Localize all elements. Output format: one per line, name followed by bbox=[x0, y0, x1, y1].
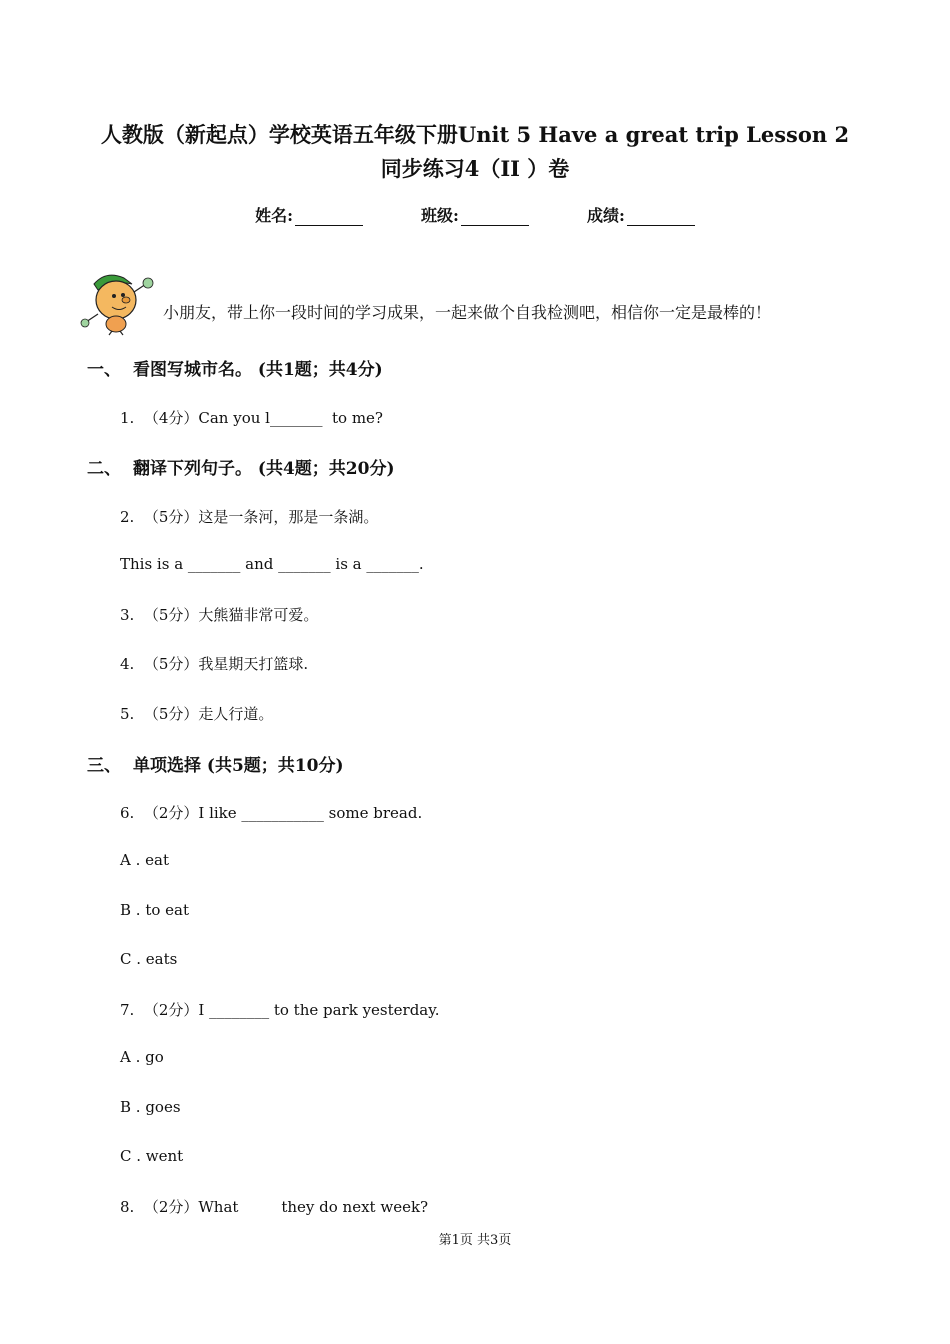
name-blank bbox=[295, 211, 363, 226]
question-6-option-c: C . eats bbox=[120, 950, 178, 968]
section-2-heading bbox=[87, 454, 395, 479]
title-line-2: 同步练习4（II ）卷 bbox=[380, 156, 570, 181]
section-1-title: 看图写城市名。 (共1题；共4分) bbox=[133, 360, 383, 380]
question-7-option-b: B . goes bbox=[120, 1098, 181, 1116]
question-2-answer-line: This is a _______ and _______ is a _______. bbox=[120, 555, 424, 573]
name-field bbox=[255, 203, 363, 226]
question-7: 7. （2分）I ________ to the park yesterday. bbox=[120, 1001, 440, 1019]
intro-text: 小朋友，带上你一段时间的学习成果，一起来做个自我检测吧，相信你一定是最棒的！ bbox=[163, 303, 772, 322]
section-1-number: 一、 bbox=[87, 360, 121, 380]
section-3-number: 三、 bbox=[87, 756, 121, 776]
cartoon-boy-icon bbox=[76, 270, 158, 336]
page-footer: 第1页 共3页 bbox=[438, 1233, 512, 1248]
class-blank bbox=[461, 211, 529, 226]
section-3-heading bbox=[87, 751, 344, 776]
student-info-row bbox=[0, 203, 950, 226]
question-5: 5. （5分）走人行道。 bbox=[120, 705, 274, 723]
score-label: 成绩: bbox=[586, 206, 625, 225]
question-8: 8. （2分）What they do next week? bbox=[120, 1198, 429, 1216]
question-6-option-a: A . eat bbox=[120, 851, 169, 869]
question-7-option-a: A . go bbox=[120, 1048, 164, 1066]
title-line-1: 人教版（新起点）学校英语五年级下册Unit 5 Have a great trip Lesson 2 bbox=[100, 122, 850, 147]
name-label: 姓名: bbox=[255, 206, 294, 225]
class-field bbox=[421, 203, 529, 226]
question-4: 4. （5分）我星期天打篮球. bbox=[120, 655, 309, 673]
section-2-title: 翻译下列句子。 (共4题；共20分) bbox=[133, 459, 395, 479]
section-2-number: 二、 bbox=[87, 459, 121, 479]
question-6: 6. （2分）I like ___________ some bread. bbox=[120, 804, 423, 822]
question-6-option-b: B . to eat bbox=[120, 901, 190, 919]
question-3: 3. （5分）大熊猫非常可爱。 bbox=[120, 606, 319, 624]
class-label: 班级: bbox=[421, 206, 459, 225]
question-7-option-c: C . went bbox=[120, 1147, 184, 1165]
document-title bbox=[60, 118, 890, 186]
section-3-title: 单项选择 (共5题；共10分) bbox=[133, 756, 344, 776]
section-1-heading bbox=[87, 355, 383, 380]
question-2: 2. （5分）这是一条河，那是一条湖。 bbox=[120, 508, 379, 526]
question-1: 1. （4分）Can you l_______ to me? bbox=[120, 409, 383, 427]
score-field bbox=[587, 203, 695, 226]
score-blank bbox=[627, 211, 695, 226]
